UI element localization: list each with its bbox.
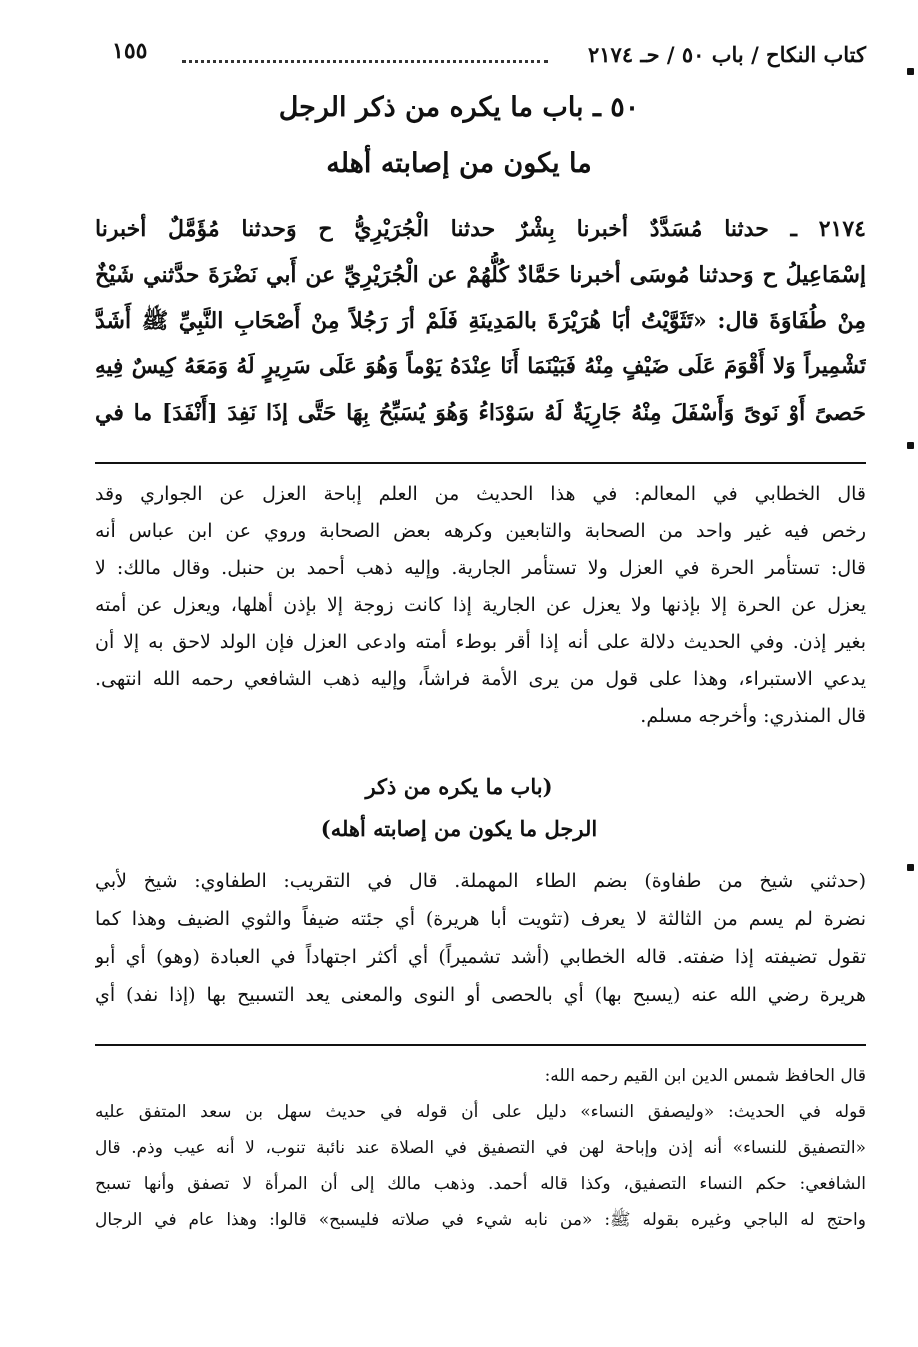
chapter-title-line-2: ما يكون من إصابته أهله bbox=[326, 148, 592, 179]
note-heading: قال الحافظ شمس الدين ابن القيم رحمه الله: bbox=[544, 1066, 866, 1086]
chapter-title-line-1: ٥٠ ـ باب ما يكره من ذكر الرجل bbox=[278, 92, 640, 123]
header-dotted-leader bbox=[182, 60, 548, 63]
ibn-qayyim-note bbox=[95, 1058, 866, 1238]
commentary-line: تقول تضيفته إذا ضفته. قاله الخطابي (أشد تشميراً) أي أكثر اجتهاداً في العبادة (وهو) أي أبو bbox=[95, 946, 866, 968]
note-line: الشافعي: حكم النساء التصفيق، وكذا قاله أحمد. وذهب مالك إلى أن المرأة لا تصفق وأنها تسبح bbox=[95, 1174, 866, 1194]
section-divider bbox=[95, 462, 866, 464]
section-divider bbox=[95, 1044, 866, 1046]
commentary-line: بغير إذن. وفي الحديث دلالة على أنه إذا أقر بوطء أمته وادعى العزل فإن الولد لاحق به إلا أن bbox=[95, 631, 866, 653]
commentary-line: (حدثني شيخ من طفاوة) بضم الطاء المهملة. قال في التقريب: الطفاوي: شيخ لأبي bbox=[95, 870, 866, 892]
running-header bbox=[112, 30, 866, 70]
margin-mark bbox=[907, 68, 914, 75]
note-line: واحتج له الباجي وغيره بقوله ﷺ: «من نابه شيء في صلاته فليسبح» قالوا: وهذا عام في الرجال bbox=[95, 1210, 866, 1230]
note-line: «التصفيق للنساء» أنه إذن وإباحة لهن في التصفيق في الصلاة عند نائبة تنوب، لا أنه عيب وذم. قال bbox=[95, 1138, 866, 1158]
note-line: قوله في الحديث: «وليصفق النساء» دليل على أن قوله في حديث سهل بن سعد المتفق عليه bbox=[95, 1102, 866, 1122]
page-number: ١٥٥ bbox=[112, 38, 148, 64]
commentary-line: نضرة لم يسم من الثالثة لا يعرف (تثويت أبا هريرة) أي جئته ضيفاً والثوي الضيف وهذا كما bbox=[95, 908, 866, 930]
commentary-line: هريرة رضي الله عنه (يسبح بها) أي بالحصى أو النوى والمعنى يعد التسبيح بها (إذا نفد) أي bbox=[95, 984, 866, 1006]
commentary-line: قال: تستأمر الحرة في العزل ولا تستأمر الجارية. وإليه ذهب أحمد بن حنبل. وقال مالك: لا bbox=[95, 557, 866, 579]
running-title: كتاب النكاح / باب ٥٠ / حـ ٢١٧٤ bbox=[588, 42, 866, 67]
hadith-line: مِنْ طُفَاوَةَ قال: «تَثَوَّيْتُ أبَا هُرَيْرَةَ بالمَدِينَةِ فَلَمْ أرَ رَجُلاً مِنْ أَصْحَابِ النَّبِيِّ ﷺ أَشَدَّ bbox=[95, 308, 866, 334]
commentary-line: يعزل عن الحرة إلا بإذنها ولا يعزل عن الجارية إذا كانت زوجة إلا بإذن أهلها، ويعزل عن أمته bbox=[95, 594, 866, 616]
khattabi-commentary bbox=[95, 476, 866, 735]
commentary-line: رخص فيه غير واحد من الصحابة والتابعين وكرهه بعض الصحابة وروي عن ابن عباس أنه bbox=[95, 520, 866, 542]
hadith-line: تَشْمِيراً وَلا أَقْوَمَ عَلَى ضَيْفٍ مِنْهُ فَبَيْنَمَا أَنَا عِنْدَهُ يَوْماً وَهُوَ عَلَى سَرِيرٍ لَهُ وَمَعَهُ كِيسٌ فِيهِ bbox=[95, 354, 866, 379]
commentary-line: قال المنذري: وأخرجه مسلم. bbox=[640, 705, 866, 727]
hadith-line: ٢١٧٤ ـ حدثنا مُسَدَّدٌ أخبرنا بِشْرٌ حدثنا الْجُرَيْرِيُّ ح وَحدثنا مُؤَمَّلٌ أخبرنا bbox=[95, 216, 866, 242]
margin-mark bbox=[907, 864, 914, 871]
awn-commentary bbox=[95, 862, 866, 1014]
commentary-line: يدعي الاستبراء، وهذا على قول من يرى الأمة فراشاً، وإليه ذهب الشافعي رحمه الله انتهى. bbox=[95, 668, 866, 690]
hadith-line: إسْمَاعِيلُ ح وَحدثنا مُوسَى أخبرنا حَمَّادٌ كُلُّهُمْ عن الْجُرَيْرِيِّ عن أَبي نَضْرَةَ حدَّثني شَيْخٌ bbox=[95, 262, 866, 288]
commentary-line: قال الخطابي في المعالم: في هذا الحديث من العلم إباحة العزل عن الجواري وقد bbox=[95, 483, 866, 505]
hadith-line: حَصىً أَوْ نَوىً وَأَسْفَلَ مِنْهُ جَارِيَةٌ لَهُ سَوْدَاءُ وَهُوَ يُسَبِّحُ بِهَا حَتَّى إذَا نَفِدَ [أَنْفَدَ] ما في bbox=[95, 400, 866, 426]
margin-mark bbox=[907, 442, 914, 449]
commentary-heading-line-2: الرجل ما يكون من إصابته أهله) bbox=[320, 816, 598, 841]
commentary-heading-line-1: (باب ما يكره من ذكر bbox=[365, 774, 553, 799]
hadith-text bbox=[95, 206, 866, 436]
